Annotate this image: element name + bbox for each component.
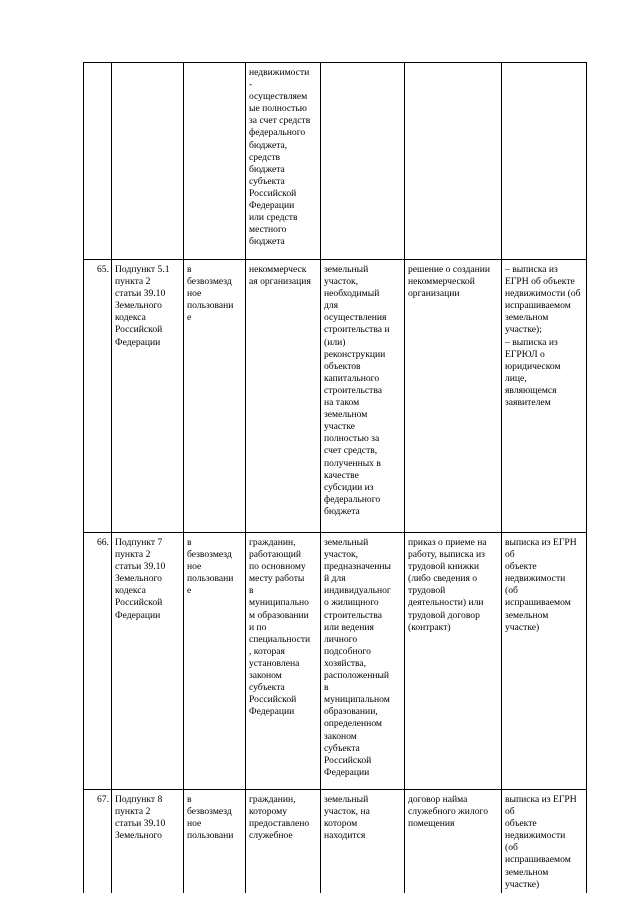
table-row bbox=[84, 260, 587, 533]
table-row bbox=[84, 63, 587, 260]
parcel-cell bbox=[321, 63, 405, 260]
document-cell: договор найма служебного жилого помещения bbox=[405, 790, 502, 893]
document-cell: решение о создании некоммерческой организации bbox=[405, 260, 502, 533]
applicant-cell: гражданин, которому предоставлено служебное bbox=[246, 790, 321, 893]
legal-basis-cell: Подпункт 8 пункта 2 статьи 39.10 Земельного bbox=[112, 790, 184, 893]
document-cell: приказ о приеме на работу, выписка из трудовой книжки (либо сведения о трудовой деятельности) или трудовой договор (контракт) bbox=[405, 533, 502, 790]
right-type-cell: в безвозмезд ное пользовани е bbox=[184, 533, 246, 790]
egrn-cell: выписка из ЕГРН об объекте недвижимости (об испрашиваемом земельном участке) bbox=[502, 790, 587, 893]
row-number bbox=[84, 63, 112, 260]
table-row bbox=[84, 790, 587, 893]
row-number: 67. bbox=[84, 790, 112, 893]
right-type-cell: в безвозмезд ное пользовани е bbox=[184, 260, 246, 533]
parcel-cell: земельный участок, необходимый для осуществления строительства и (или) реконструкции объектов капитального строительства на таком земельном участке полностью за счет средств, полученных в качестве субсидии из федерального бюджета bbox=[321, 260, 405, 533]
parcel-cell: земельный участок, предназначенны й для индивидуальног о жилищного строительства или ведения личного подсобного хозяйства, расположенный в муниципальном образовании, определенном законом субъекта Российской Федерации bbox=[321, 533, 405, 790]
legal-basis-cell: Подпункт 7 пункта 2 статьи 39.10 Земельного кодекса Российской Федерации bbox=[112, 533, 184, 790]
right-type-cell bbox=[184, 63, 246, 260]
egrn-cell: выписка из ЕГРН об объекте недвижимости (об испрашиваемом земельном участке) bbox=[502, 533, 587, 790]
legal-basis-cell bbox=[112, 63, 184, 260]
applicant-cell: некоммерческ ая организация bbox=[246, 260, 321, 533]
applicant-cell: гражданин, работающий по основному месту работы в муниципально м образовании и по специальности , которая установлена законом субъекта Российской Федерации bbox=[246, 533, 321, 790]
legal-basis-cell: Подпункт 5.1 пункта 2 статьи 39.10 Земельного кодекса Российской Федерации bbox=[112, 260, 184, 533]
row-number: 65. bbox=[84, 260, 112, 533]
table bbox=[83, 62, 587, 893]
parcel-cell: земельный участок, на котором находится bbox=[321, 790, 405, 893]
applicant-cell: недвижимости - осуществляем ые полностью за счет средств федерального бюджета, средств бюджета субъекта Российской Федерации или средств местного бюджета bbox=[246, 63, 321, 260]
egrn-cell bbox=[502, 63, 587, 260]
land-table bbox=[83, 62, 586, 893]
document-cell bbox=[405, 63, 502, 260]
table-row bbox=[84, 533, 587, 790]
row-number: 66. bbox=[84, 533, 112, 790]
egrn-cell: – выписка из ЕГРН об объекте недвижимости (об испрашиваемом земельном участке); – выписка из ЕГРЮЛ о юридическом лице, являющемся заявителем bbox=[502, 260, 587, 533]
right-type-cell: в безвозмезд ное пользовани bbox=[184, 790, 246, 893]
